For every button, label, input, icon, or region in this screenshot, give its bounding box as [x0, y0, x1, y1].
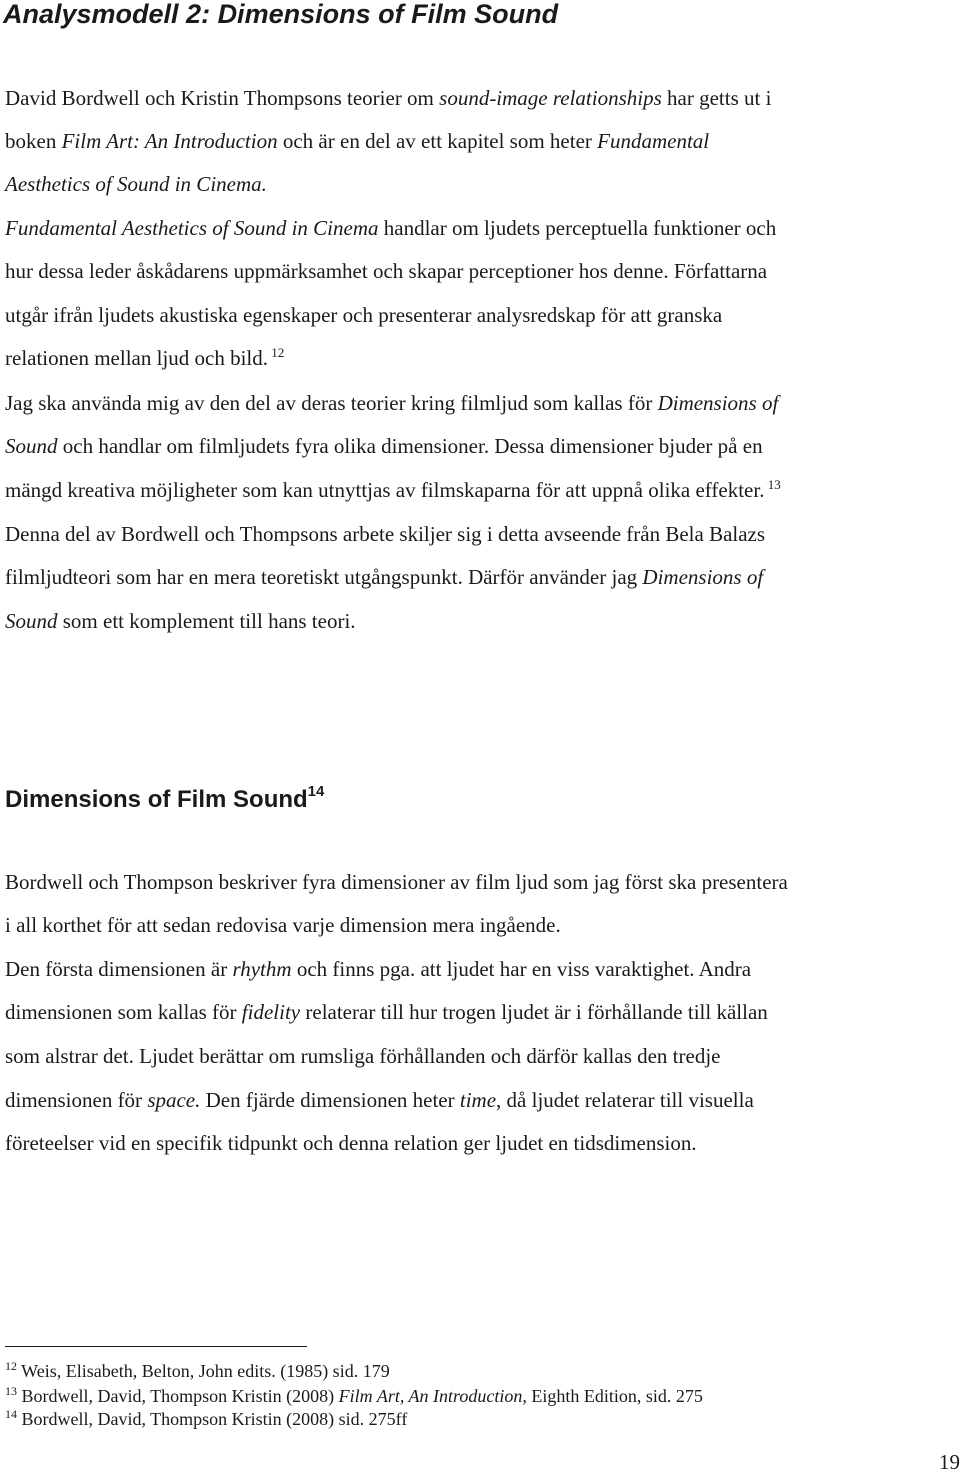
page-heading: Analysmodell 2: Dimensions of Film Sound — [3, 0, 559, 29]
footnote-ref: 12 — [268, 345, 285, 360]
italic-text: Fundamental — [597, 129, 710, 153]
body-line — [5, 1128, 697, 1158]
italic-text: space. — [147, 1088, 201, 1112]
footnote-ref: 13 — [5, 1384, 17, 1398]
body-line — [5, 606, 356, 636]
footnote-ref: 14 — [307, 783, 325, 800]
text-run: som alstrar det. Ljudet berättar om rumsliga förhållanden och därför kallas den tredje — [5, 1044, 721, 1068]
body-line — [5, 1041, 721, 1071]
text-run: , då ljudet relaterar till visuella — [496, 1088, 754, 1112]
body-line — [5, 343, 284, 373]
text-run: Den fjärde dimensionen heter — [200, 1088, 460, 1112]
italic-text: Dimensions of — [657, 391, 779, 415]
body-line — [5, 519, 765, 549]
text-run: filmljudteori som har en mera teoretiskt utgångspunkt. Därför använder jag — [5, 565, 643, 589]
body-line — [5, 300, 722, 330]
italic-text: Dimensions of — [642, 565, 764, 589]
footnote — [5, 1408, 407, 1430]
text-run: har getts ut i — [661, 86, 772, 110]
body-line — [5, 562, 763, 592]
text-run: Bordwell, David, Thompson Kristin (2008) — [17, 1386, 339, 1406]
text-run: utgår ifrån ljudets akustiska egenskaper och presenterar analysredskap för att granska — [5, 303, 723, 327]
italic-text: time — [459, 1088, 497, 1112]
body-line — [5, 475, 781, 505]
text-run: handlar om ljudets perceptuella funktioner och — [378, 216, 777, 240]
footnote-ref: 12 — [5, 1359, 17, 1373]
footnote-ref: 14 — [5, 1407, 17, 1421]
footnote — [5, 1385, 703, 1407]
text-run: relationen mellan ljud och bild. — [5, 346, 269, 370]
text-run: Den första dimensionen är — [5, 957, 233, 981]
italic-text: fidelity — [241, 1000, 301, 1024]
text-run: Jag ska använda mig av den del av deras teorier kring filmljud som kallas för — [5, 391, 658, 415]
body-line — [5, 388, 778, 418]
italic-text: Film Art: An Introduction — [61, 129, 278, 153]
text-run: mängd kreativa möjligheter som kan utnyttjas av filmskaparna för att uppnå olika effekter. — [5, 478, 765, 502]
body-line — [5, 126, 709, 156]
body-line — [5, 169, 267, 199]
italic-text: Sound — [5, 609, 58, 633]
italic-text: Sound — [5, 434, 58, 458]
footnote-divider — [5, 1346, 307, 1347]
text-run: David Bordwell och Kristin Thompsons teorier om — [5, 86, 440, 110]
text-run: Bordwell och Thompson beskriver fyra dimensioner av film ljud som jag först ska presentera — [5, 870, 788, 894]
italic-text: Aesthetics of Sound in Cinema. — [5, 172, 267, 196]
text-run: Eighth Edition, sid. 275 — [526, 1386, 703, 1406]
body-line — [5, 867, 788, 897]
footnote — [5, 1360, 390, 1382]
italic-text: Film Art, An Introduction, — [338, 1386, 527, 1406]
text-run: och finns pga. att ljudet har en viss varaktighet. Andra — [291, 957, 752, 981]
body-line — [5, 213, 776, 243]
text-run: Weis, Elisabeth, Belton, John edits. (1985) sid. 179 — [17, 1361, 390, 1381]
italic-text: rhythm — [232, 957, 292, 981]
page-number: 19 — [939, 1450, 960, 1474]
body-line — [5, 954, 751, 984]
text-run: Denna del av Bordwell och Thompsons arbete skiljer sig i detta avseende från Bela Balazs — [5, 522, 766, 546]
body-line — [5, 997, 768, 1027]
italic-text: Fundamental Aesthetics of Sound in Cinema — [5, 216, 379, 240]
body-line — [5, 83, 771, 113]
body-line — [5, 431, 763, 461]
section-heading — [5, 780, 324, 820]
footnote-ref: 13 — [764, 477, 781, 492]
text-run: dimensionen som kallas för — [5, 1000, 242, 1024]
text-run: och handlar om filmljudets fyra olika dimensioner. Dessa dimensioner bjuder på en — [57, 434, 763, 458]
text-run: dimensionen för — [5, 1088, 148, 1112]
text-run: relaterar till hur trogen ljudet är i förhållande till källan — [300, 1000, 768, 1024]
text-run: hur dessa leder åskådarens uppmärksamhet och skapar perceptioner hos denne. Författarna — [5, 259, 768, 283]
body-line — [5, 910, 561, 940]
text-run: som ett komplement till hans teori. — [57, 609, 356, 633]
text-run: boken — [5, 129, 62, 153]
body-line — [5, 1085, 754, 1115]
section-heading-text: Dimensions of Film Sound — [5, 786, 308, 813]
body-line — [5, 256, 767, 286]
text-run: företeelser vid en specifik tidpunkt och denna relation ger ljudet en tidsdimension. — [5, 1131, 697, 1155]
text-run: i all korthet för att sedan redovisa varje dimension mera ingående. — [5, 913, 561, 937]
italic-text: sound-image relationships — [439, 86, 662, 110]
text-run: Bordwell, David, Thompson Kristin (2008) sid. 275ff — [17, 1409, 408, 1429]
text-run: och är en del av ett kapitel som heter — [277, 129, 598, 153]
